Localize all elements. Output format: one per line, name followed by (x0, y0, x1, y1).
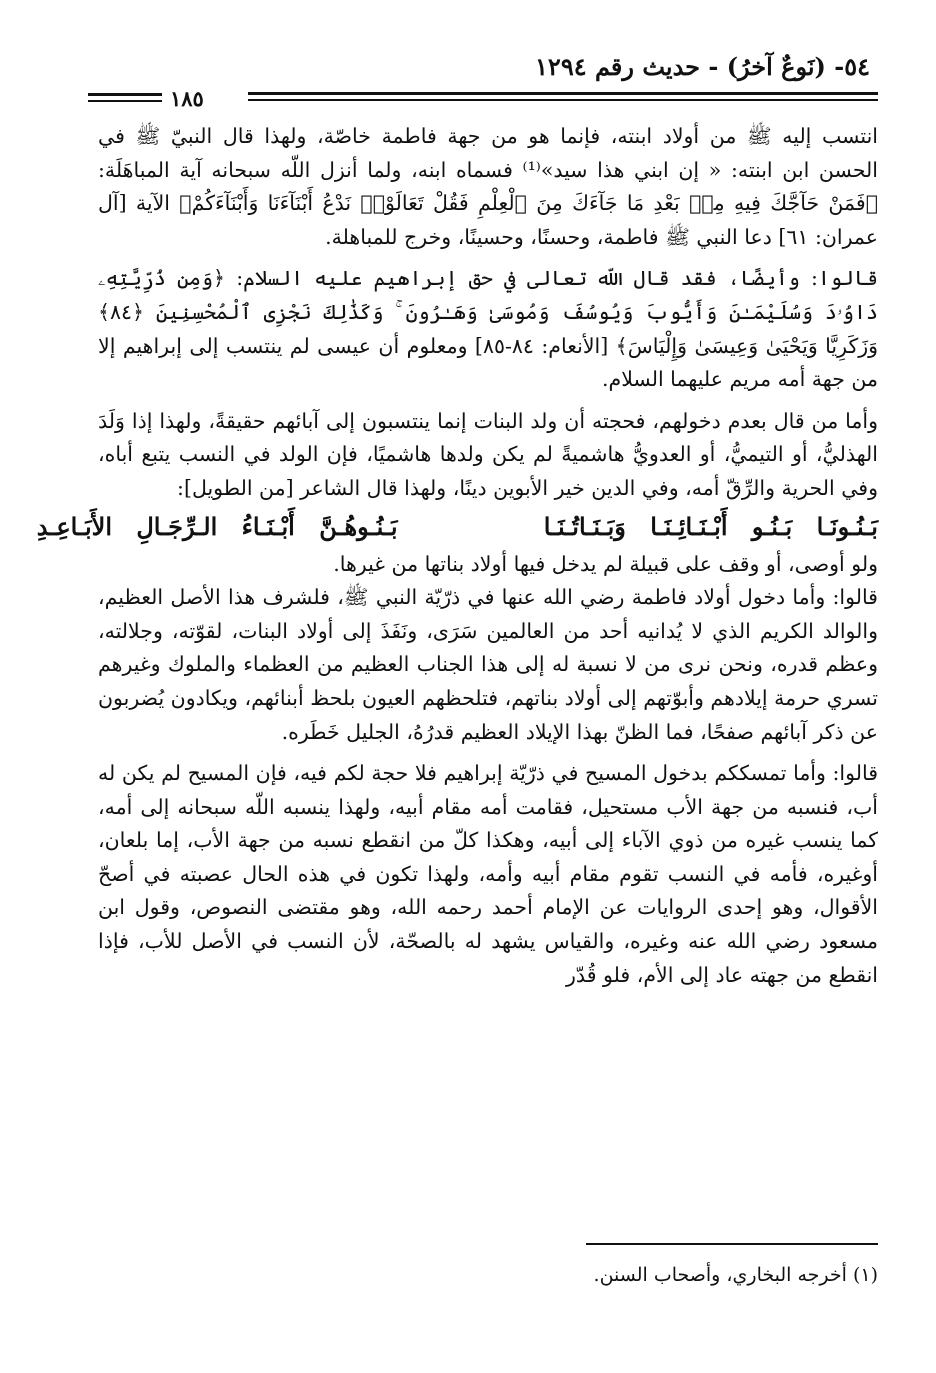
paragraph-3: وأما من قال بعدم دخولهم، فحجته أن ولد البنات إنما ينتسبون إلى آبائهم حقيقةً، ولهذا إذا وَلَدَ الهذليُّ، أو التيميُّ، أو العدويُّ هاشميةً لم يكن ولدها هاشميًا، فإن الولد في النسب يتبع أباه، وفي الحرية والرِّقّ أمه، وفي الدين خير الأبوين دينًا، ولهذا قال الشاعر [من الطويل]: (98, 408, 878, 500)
paragraph-5: قالوا: وأما دخول أولاد فاطمة رضي الله عنها في ذرّيّة النبي ﷺ، فلشرف هذا الأصل العظيم، والوالد الكريم الذي لا يُدانيه أحد من العالمين سَرَى، ونَفَذَ إلى أولاد البنات، لقوّته، وجلالته، وعظم قدره، ونحن نرى من لا نسبة له إلى هذا الجناب العظيم من العظماء والملوك وغيرهم تسري حرمة إيلادهم وأبوّتهم إلى أولاد بناتهم، فتلحظهم العيون بلحظ أبنائهم، ويكادون يُضربون عن ذكر آبائهم صفحًا، فما الظنّ بهذا الإيلاد العظيم قدرُهُ، الجليل خَطَره. (98, 585, 878, 744)
header-rule (248, 92, 878, 95)
footnote-rule (586, 1243, 878, 1245)
page-number-rule-thin (88, 100, 162, 102)
footnote: (١) أخرجه البخاري، وأصحاب السنن. (593, 1264, 878, 1286)
page-number-rule (88, 93, 162, 96)
running-title: ٥٤- (نَوعٌ آخرُ) - حديث رقم ١٢٩٤ (535, 52, 870, 81)
page-body (36, 120, 879, 992)
paragraph-4: ولو أوصى، أو وقف على قبيلة لم يدخل فيها أولاد بناتها من غيرها. (333, 551, 878, 576)
header-rule-thin (248, 99, 878, 101)
paragraph-2: قالوا: وأيضًا، فقد قال اللّه تعالى في حق إبراهيم عليه السلام: ﴿وَمِن ذُرِّيَّتِهِۦ دَاوُۥدَ وَسُلَيْمَـٰنَ وَأَيُّوبَ وَيُوسُفَ وَمُوسَىٰ وَهَـٰرُونَ ۚ وَكَذَٰلِكَ نَجْزِى ٱلْمُحْسِنِينَ ﴿٨٤﴾ وَزَكَرِيَّا وَيَحْيَىٰ وَعِيسَىٰ وَإِلْيَاسَ﴾ [الأنعام: ٨٤-٨٥] ومعلوم أن عيسى لم ينتسب إلى إبراهيم إلا من جهة أمه مريم عليهما السلام. (98, 266, 879, 392)
page-number: ١٨٥ (170, 86, 204, 111)
paragraph-6: قالوا: وأما تمسككم بدخول المسيح في ذرّيّة إبراهيم فلا حجة لكم فيه، فإن المسيح لم يكن له أب، فنسبه من جهة الأب مستحيل، فقامت أمه مقام أبيه، ولهذا ينسبه اللّه سبحانه إلى أمه، كما ينسب غيره من ذوي الآباء إلى أبيه، وهكذا كلّ من انقطع نسبه من جهة الأب، إما بلعان، أوغيره، فأمه في النسب تقوم مقام أبيه وأمه، ولهذا تكون في هذه الحال عصبته في أصحّ الأقوال، وهو إحدى الروايات عن الإمام أحمد رحمه الله، وهو مقتضى النصوص، وقول ابن مسعود رضي الله عنه وغيره، والقياس يشهد له بالصحّة، لأن النسب في الأصل للأب، فإذا انقطع من جهته عاد إلى الأم، فلو قُدّر (98, 761, 878, 987)
poetry-verse (36, 506, 878, 548)
verse-hemistich-2: بَـنُـوهُـنَّ أَبْـنَـاءُ الـرِّجَـالِ الأَبَـاعِـدِ (36, 511, 398, 541)
page-header (88, 50, 878, 112)
verse-hemistich-1: بَـنُـونَـا بَـنُـو أَبْـنَـائِـنَـا وَبَـنَـاتُـنَـا (543, 511, 878, 541)
paragraph-1: انتسب إليه ﷺ من أولاد ابنته، فإنما هو من جهة فاطمة خاصّة، ولهذا قال النبيّ ﷺ في الحسن ابن ابنته: « إن ابني هذا سيد»⁽¹⁾ فسماه ابنه، ولما أنزل اللّه سبحانه آية المباهَلَة: ﴿فَمَنْ حَآجَّكَ فِيهِ مِنۢ بَعْدِ مَا جَآءَكَ مِنَ ٱلْعِلْمِ فَقُلْ تَعَالَوْا۟ نَدْعُ أَبْنَآءَنَا وَأَبْنَآءَكُمْ﴾ الآية [آل عمران: ٦١] دعا النبي ﷺ فاطمة، وحسنًا، وحسينًا، وخرج للمباهلة. (98, 124, 878, 249)
